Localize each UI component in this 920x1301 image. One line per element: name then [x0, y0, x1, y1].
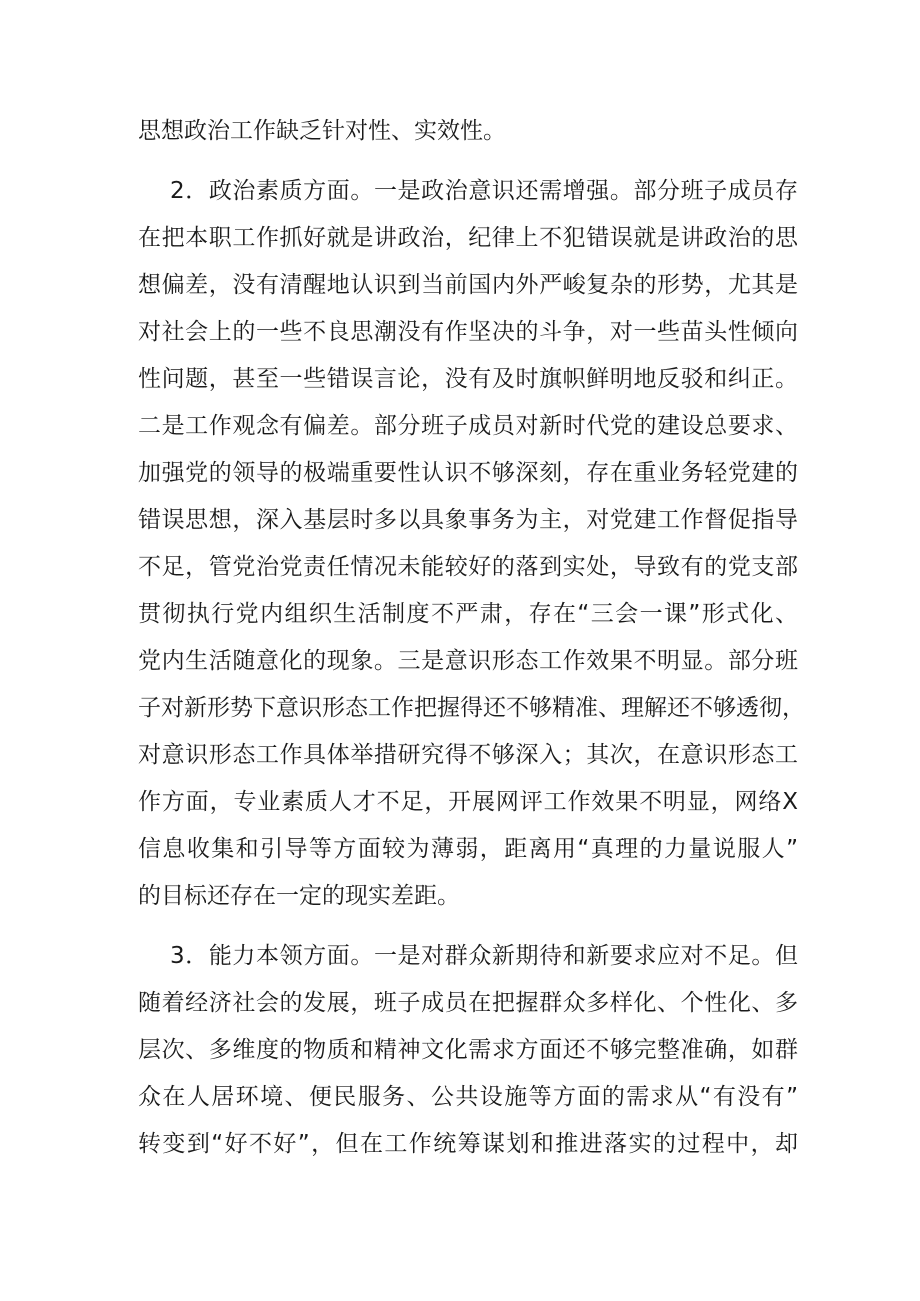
text-line: 想偏差，没有清醒地认识到当前国内外严峻复杂的形势，尤其是 — [138, 272, 798, 298]
text-line: 层次、多维度的物质和精神文化需求方面还不够完整准确，如群 — [138, 1037, 798, 1063]
text-line: 党内生活随意化的现象。三是意识形态工作效果不明显。部分班 — [138, 648, 798, 674]
text-line: 随着经济社会的发展，班子成员在把握群众多样化、个性化、多 — [138, 990, 798, 1016]
text-line: 的目标还存在一定的现实差距。 — [138, 883, 460, 909]
document-body — [138, 108, 805, 1168]
text-line: 加强党的领导的极端重要性认识不够深刻，存在重业务轻党建的 — [138, 460, 798, 486]
text-line: 子对新形势下意识形态工作把握得还不够精准、理解还不够透彻， — [138, 695, 805, 721]
paragraph-gap — [138, 155, 798, 168]
text-line: 转变到“好不好”，但在工作统筹谋划和推进落实的过程中，却 — [138, 1131, 798, 1157]
text-line: 2．政治素质方面。一是政治意识还需增强。部分班子成员存 — [170, 178, 798, 204]
text-line: 思想政治工作缺乏针对性、实效性。 — [138, 118, 506, 144]
text-line: 作方面，专业素质人才不足，开展网评工作效果不明显，网络X — [138, 789, 798, 815]
text-line: 贯彻执行党内组织生活制度不严肃，存在“三会一课”形式化、 — [138, 601, 798, 627]
text-line: 3．能力本领方面。一是对群众新期待和新要求应对不足。但 — [170, 943, 798, 969]
paragraph-gap — [138, 920, 798, 933]
text-line: 众在人居环境、便民服务、公共设施等方面的需求从“有没有” — [138, 1084, 798, 1110]
text-line: 性问题，甚至一些错误言论，没有及时旗帜鲜明地反驳和纠正。 — [138, 366, 798, 392]
text-line: 不足，管党治党责任情况未能较好的落到实处，导致有的党支部 — [138, 554, 798, 580]
text-line: 信息收集和引导等方面较为薄弱，距离用“真理的力量说服人” — [138, 836, 798, 862]
text-line: 对社会上的一些不良思潮没有作坚决的斗争，对一些苗头性倾向 — [138, 319, 798, 345]
text-line: 对意识形态工作具体举措研究得不够深入；其次，在意识形态工 — [138, 742, 798, 768]
text-line: 错误思想，深入基层时多以具象事务为主，对党建工作督促指导 — [138, 507, 798, 533]
text-line: 二是工作观念有偏差。部分班子成员对新时代党的建设总要求、 — [138, 413, 798, 439]
text-line: 在把本职工作抓好就是讲政治，纪律上不犯错误就是讲政治的思 — [138, 225, 798, 251]
